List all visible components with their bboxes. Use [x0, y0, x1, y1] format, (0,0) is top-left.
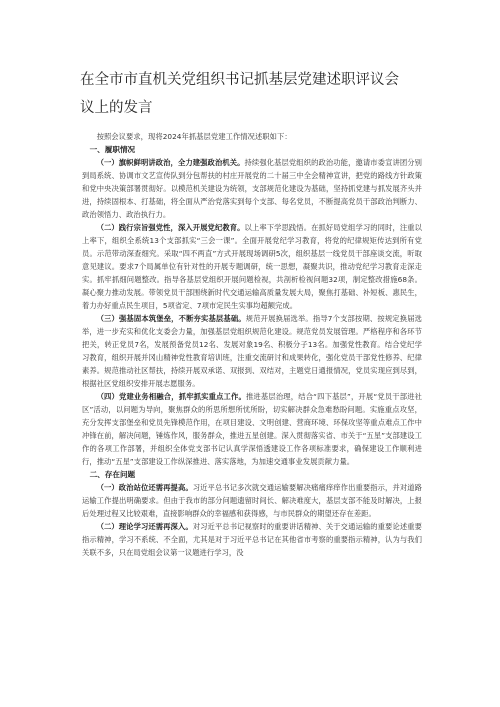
paragraph-lead: （二）践行宗旨强党性，深入开展党纪教育。 — [96, 223, 245, 232]
paragraph-lead: （二）理论学习还需再深入。 — [96, 522, 193, 531]
document-title — [80, 66, 422, 122]
title-line-2: 议上的发言 — [80, 100, 153, 116]
section-heading-performance: 一、履职情况 — [89, 145, 136, 154]
title-line-1: 在全市市直机关党组织书记抓基层党建述职评议会 — [80, 72, 399, 88]
paragraph-discipline — [82, 221, 422, 312]
paragraph-lead: （三）强基固本筑堡垒，不断夯实基层基础。 — [96, 314, 246, 323]
paragraph-political — [82, 156, 422, 221]
paragraph-body: 以上率下学思践悟。在抓好局党组学习的同时，注重以上率下，组织全系统13个支部抓实“三会一课”。全面开展党纪学习教育，将党的纪律规矩传达到所有党员。示范带动深查细究。采取“四不两直”方式开展现场调研5次，组织基层一线党员干部座谈交流，听取意见建议。要求7个局属单位有针对性的开展专题调研，统一思想，凝聚共识，推动党纪学习教育走深走实。抓牢抓细问题整改。指导各基层党组织开展问题检视，共剖析检视问题32项，制定整改措施68条。凝心聚力推动发展。带领党员干部围绕新时代交通运输高质量发展大局，聚焦打基础、补短板、惠民生，着力办好重点民生项目，5项省定、7项市定民生实事均超额完成。 — [82, 223, 422, 310]
paragraph-lead: （四）党建业务相融合，抓牢抓实重点工作。 — [96, 392, 246, 401]
paragraph-theory-study — [82, 520, 422, 559]
paragraph-body: 对习近平总书记视察时的重要讲话精神、关于交通运输的重要论述重要指示精神，学习不系统、不全面，尤其是对于习近平总书记在其他省市考察的重要指示精神，认为与我们关联不多，只在局党组会议第一议题进行学习，没 — [82, 522, 422, 557]
section-heading-problems: 二、存在问题 — [89, 470, 136, 479]
paragraph-lead: （一）旗帜鲜明讲政治，全力建强政治机关。 — [96, 158, 245, 167]
paragraph-body: 习近平总书记多次就交通运输要解决痛痛痒痒作出重要指示，并对道路运输工作提出明确要求。但由于我市的部分问题遗留时间长、解决难度大，基层支部不能及时解决，上报后处理过程又比较艰难，直接影响群众的幸福感和获得感，与市民群众的期望还存在差距。 — [82, 483, 422, 518]
paragraph-body: 持续强化基层党组织的政治功能，邀请市委宣讲团分别到局系统、协调市文艺宣传队到分包帮扶的村庄开展党的二十届三中全会精神宣讲，把党的路线方针政策和党中央决策部署贯彻好。以模范机关建设为统领，支部规范化建设为基础，坚持抓党建与抓发展齐头并进，持续固根本、打基础，将全面从严治党落实到每个支部、每名党员，不断提高党员干部政治判断力、政治领悟力、政治执行力。 — [82, 158, 422, 219]
paragraph-body: 推进基层治理，结合“四下基层”，开展“党员干部进社区”活动，以问题为导向，聚焦群众的所思所想所忧所盼，切实解决群众急难愁盼问题。实施重点攻坚，充分发挥支部堡垒和党员先锋模范作用，在项目建设、文明创建、营商环境、环保攻坚等重点难点工作中冲锋在前，解决问题，锤炼作风，服务群众，推进五星创建。深入贯彻落实省、市关于“五星”支部建设工作的各项工作部署，并组织全体党支部书记认真学深悟透建设工作各项标准要求，确保建设工作顺利进行，推动“五星”支部建设工作纵深推进、落实落地，为加速交通事业发展贡献力量。 — [82, 392, 423, 466]
intro-paragraph: 按照会议要求，现将2024年抓基层党建工作情况述职如下： — [96, 132, 292, 141]
paragraph-political-stance — [82, 481, 422, 520]
paragraph-body: 规范开展换届选举。指导7个支部按期、按规定换届选举，进一步充实和优化支委会力量，加强基层党组织规范化建设。规范党员发展管理。严格程序和各环节把关，转正党员7名，发展预备党员12名、发展对象19名、积极分子13名。加强党性教育。结合党纪学习教育，组织开展并冈山精神党性教育培训班，注重交流研讨和成果转化，强化党员干部党性修养、纪律素养。规范推动社区帮扶，持续开展双承诺、双报到、双结对，主题党日通报情况，党员实现应到尽到，根据社区党组织安排开展志愿服务。 — [82, 314, 423, 388]
paragraph-integration — [82, 390, 422, 468]
paragraph-lead: （一）政治站位还需再提高。 — [96, 483, 193, 492]
paragraph-foundation — [82, 312, 422, 390]
